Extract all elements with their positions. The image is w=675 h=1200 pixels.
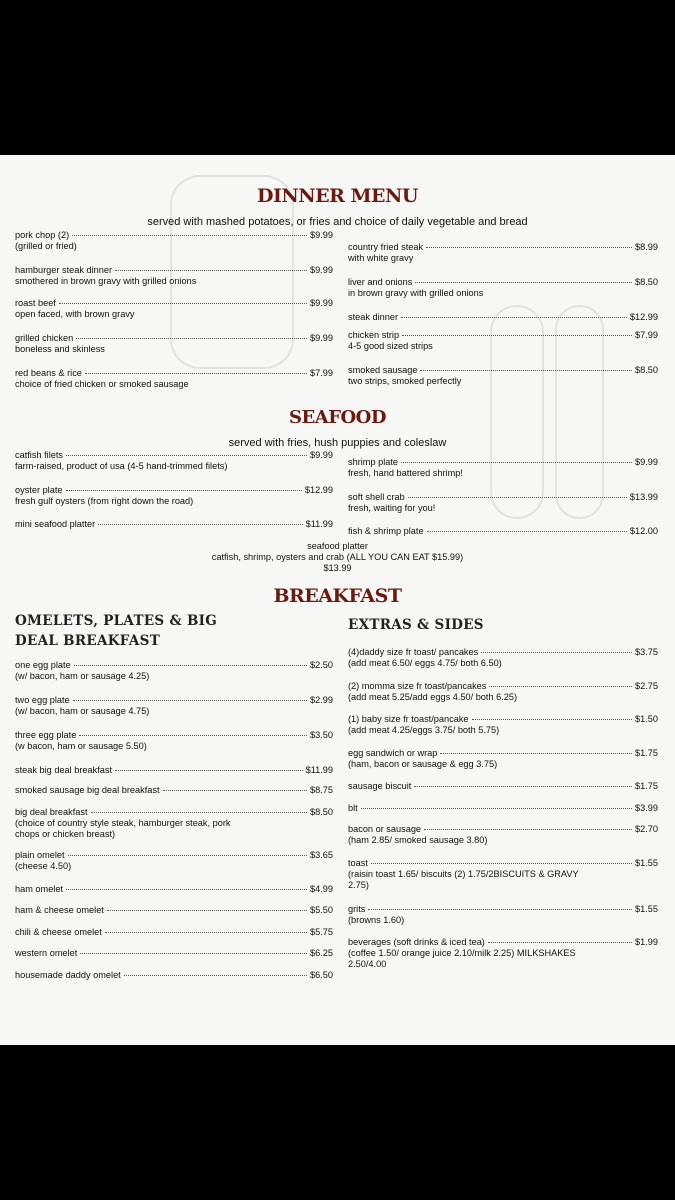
menu-item-name: toast: [348, 858, 368, 868]
menu-item-name: country fried steak: [348, 242, 424, 252]
menu-item-name: plain omelet: [15, 850, 65, 860]
menu-item: [348, 242, 658, 264]
menu-item-line: [15, 765, 333, 776]
dotted-leader: [85, 373, 307, 374]
menu-item-line: [348, 937, 658, 948]
dotted-leader: [420, 370, 632, 371]
dotted-leader: [59, 303, 307, 304]
menu-item-name: big deal breakfast: [15, 807, 88, 817]
menu-item-name: three egg plate: [15, 730, 77, 740]
menu-item-name: red beans & rice: [15, 368, 82, 378]
menu-item: [348, 647, 658, 669]
menu-item-line: [348, 277, 658, 288]
menu-item-line: [15, 807, 333, 818]
menu-item-name: soft shell crab: [348, 492, 405, 502]
menu-item-price: $8.50: [635, 277, 658, 287]
menu-item-name: two egg plate: [15, 695, 70, 705]
menu-item: [15, 807, 333, 840]
menu-item: [15, 450, 333, 472]
dotted-leader: [163, 790, 307, 791]
menu-item-price: $3.99: [635, 803, 658, 813]
seafood-platter-price: $13.99: [323, 563, 352, 573]
menu-item-line: [15, 850, 333, 861]
menu-item-name: smoked sausage big deal breakfast: [15, 785, 160, 795]
menu-item-line: [15, 298, 333, 309]
menu-item-description: fresh, hand battered shrimp!: [348, 468, 463, 478]
menu-item-name: egg sandwich or wrap: [348, 748, 438, 758]
menu-item-name: smoked sausage: [348, 365, 418, 375]
menu-item-description: (add meat 5.25/add eggs 4.50/ both 6.25): [348, 692, 518, 702]
dotted-leader: [368, 909, 632, 910]
menu-item: [348, 277, 658, 299]
seafood-platter: [0, 541, 675, 574]
menu-item-price: $1.99: [635, 937, 658, 947]
menu-item-name: ham omelet: [15, 884, 64, 894]
menu-item-description: (ham, bacon or sausage & egg 3.75): [348, 759, 498, 769]
menu-item-line: [15, 368, 333, 379]
menu-item-name: bacon or sausage: [348, 824, 422, 834]
menu-item-price: $9.99: [310, 450, 333, 460]
menu-item: [348, 858, 658, 891]
menu-item: [15, 695, 333, 717]
dotted-leader: [124, 975, 307, 976]
menu-item-name: sausage biscuit: [348, 781, 412, 791]
menu-item-name: hamburger steak dinner: [15, 265, 113, 275]
menu-item: [15, 785, 333, 796]
menu-item: [348, 748, 658, 770]
menu-item-name: (2) momma size fr toast/pancakes: [348, 681, 487, 691]
menu-item-name: blt: [348, 803, 358, 813]
menu-item-line: [15, 695, 333, 706]
menu-item-description: (raisin toast 1.65/ biscuits (2) 1.75/2BISCUITS & GRAVY: [348, 869, 579, 879]
menu-item-description: (w/ bacon, ham or sausage 4.25): [15, 671, 150, 681]
menu-item-description: two strips, smoked perfectly: [348, 376, 462, 386]
dotted-leader: [98, 524, 302, 525]
menu-item-line: [348, 242, 658, 253]
menu-item-description: with white gravy: [348, 253, 414, 263]
menu-item-description: boneless and skinless: [15, 344, 105, 354]
menu-item-description: (grilled or fried): [15, 241, 77, 251]
menu-item-description: fresh gulf oysters (from right down the road): [15, 496, 194, 506]
dotted-leader: [472, 719, 632, 720]
menu-item-line: [15, 230, 333, 241]
menu-item-description: (ham 2.85/ smoked sausage 3.80): [348, 835, 488, 845]
menu-item-line: [348, 904, 658, 915]
menu-item-name: catfish filets: [15, 450, 63, 460]
dotted-leader: [414, 786, 632, 787]
menu-item-line: [15, 333, 333, 344]
menu-item-name: ham & cheese omelet: [15, 905, 104, 915]
menu-item: [15, 970, 333, 981]
menu-item-name: (4)daddy size fr toast/ pancakes: [348, 647, 479, 657]
menu-item-description: (w bacon, ham or sausage 5.50): [15, 741, 147, 751]
menu-item-line: [348, 330, 658, 341]
menu-item-price: $1.55: [635, 858, 658, 868]
menu-item-line: [348, 312, 658, 323]
menu-item-line: [348, 824, 658, 835]
menu-item: [15, 265, 333, 287]
menu-item-price: $6.50: [310, 970, 333, 980]
menu-item-price: $9.99: [310, 333, 333, 343]
menu-item: [348, 714, 658, 736]
dotted-leader: [424, 829, 632, 830]
menu-item-price: $9.99: [310, 265, 333, 275]
menu-item-price: $5.75: [310, 927, 333, 937]
menu-item-description: fresh, waiting for you!: [348, 503, 436, 513]
menu-item-name: liver and onions: [348, 277, 413, 287]
menu-item-name: oyster plate: [15, 485, 63, 495]
dotted-leader: [107, 910, 307, 911]
menu-item-line: [348, 803, 658, 814]
dotted-leader: [408, 497, 627, 498]
dotted-leader: [74, 665, 307, 666]
menu-item: [348, 457, 658, 479]
menu-item-line: [348, 858, 658, 869]
menu-item: [348, 824, 658, 846]
menu-item: [15, 850, 333, 872]
menu-item: [348, 526, 658, 537]
menu-item-description: (w/ bacon, ham or sausage 4.75): [15, 706, 150, 716]
menu-item: [15, 485, 333, 507]
menu-item-name: pork chop (2): [15, 230, 70, 240]
menu-item-price: $3.75: [635, 647, 658, 657]
menu-item-line: [15, 730, 333, 741]
menu-item-description: (cheese 4.50): [15, 861, 72, 871]
menu-item: [15, 905, 333, 916]
menu-item-price: $11.99: [305, 519, 333, 529]
menu-item: [348, 803, 658, 814]
dotted-leader: [440, 753, 632, 754]
dinner-menu-title: DINNER MENU: [257, 185, 418, 207]
menu-item-price: $4.99: [310, 884, 333, 894]
menu-item-line: [348, 714, 658, 725]
menu-item-name: western omelet: [15, 948, 78, 958]
menu-item-name: (1) baby size fr toast/pancake: [348, 714, 469, 724]
breakfast-title: BREAKFAST: [273, 585, 402, 607]
menu-item-name: steak big deal breakfast: [15, 765, 113, 775]
menu-item: [348, 492, 658, 514]
menu-item-description: (choice of country style steak, hamburger steak, pork: [15, 818, 231, 828]
menu-item-price: $13.99: [629, 492, 658, 502]
menu-item: [348, 781, 658, 792]
menu-item: [348, 937, 658, 970]
menu-item-line: [15, 948, 333, 959]
menu-item: [15, 765, 333, 776]
menu-item-description: farm-raised, product of usa (4-5 hand-trimmed filets): [15, 461, 228, 471]
menu-item: [15, 333, 333, 355]
menu-item-line: [15, 450, 333, 461]
dotted-leader: [401, 317, 627, 318]
extras-heading: EXTRAS & SIDES: [348, 617, 484, 633]
menu-item: [15, 298, 333, 320]
menu-item-line: [15, 519, 333, 530]
menu-item: [15, 730, 333, 752]
omelets-heading-line-1: OMELETS, PLATES & BIG: [15, 613, 218, 629]
dotted-leader: [105, 932, 307, 933]
menu-item-description: chops or chicken breast): [15, 829, 116, 839]
menu-item: [15, 884, 333, 895]
menu-item-price: $2.99: [310, 695, 333, 705]
dotted-leader: [115, 770, 303, 771]
menu-item: [348, 904, 658, 926]
menu-item-price: $1.55: [635, 904, 658, 914]
menu-item-name: one egg plate: [15, 660, 71, 670]
menu-item: [15, 948, 333, 959]
dotted-leader: [76, 338, 307, 339]
menu-item-price: $8.50: [310, 807, 333, 817]
dotted-leader: [361, 808, 632, 809]
dotted-leader: [72, 235, 307, 236]
menu-item-description: in brown gravy with grilled onions: [348, 288, 484, 298]
menu-item: [15, 927, 333, 938]
menu-item-price: $8.75: [310, 785, 333, 795]
menu-item-line: [348, 457, 658, 468]
menu-item-price: $1.75: [635, 748, 658, 758]
omelets-heading-line-2: DEAL BREAKFAST: [15, 633, 161, 649]
menu-item-description: 2.75): [348, 880, 369, 890]
menu-item-price: $11.99: [305, 765, 333, 775]
menu-item-price: $3.50: [310, 730, 333, 740]
menu-item-price: $9.99: [310, 230, 333, 240]
dotted-leader: [68, 855, 307, 856]
menu-item-name: steak dinner: [348, 312, 399, 322]
menu-item-name: chili & cheese omelet: [15, 927, 102, 937]
dotted-leader: [401, 462, 632, 463]
menu-item-description: smothered in brown gravy with grilled onions: [15, 276, 197, 286]
menu-item-description: 2.50/4.00: [348, 959, 387, 969]
menu-item-line: [15, 660, 333, 671]
menu-item-line: [15, 905, 333, 916]
dotted-leader: [115, 270, 307, 271]
menu-item: [348, 330, 658, 352]
menu-item-line: [15, 970, 333, 981]
menu-item-price: $6.25: [310, 948, 333, 958]
menu-item-line: [348, 647, 658, 658]
menu-sheet: [0, 155, 675, 1045]
menu-item-price: $5.50: [310, 905, 333, 915]
seafood-platter-name: seafood platter: [307, 541, 368, 551]
menu-item-name: chicken strip: [348, 330, 400, 340]
dotted-leader: [66, 490, 302, 491]
menu-item-description: open faced, with brown gravy: [15, 309, 135, 319]
menu-item-price: $1.50: [635, 714, 658, 724]
menu-item: [348, 312, 658, 323]
menu-item-price: $12.99: [629, 312, 658, 322]
dotted-leader: [66, 889, 307, 890]
menu-item-price: $2.50: [310, 660, 333, 670]
menu-item-price: $2.70: [635, 824, 658, 834]
menu-item-price: $12.00: [629, 526, 658, 536]
menu-item-line: [348, 748, 658, 759]
menu-item-description: choice of fried chicken or smoked sausage: [15, 379, 189, 389]
menu-item-description: 4-5 good sized strips: [348, 341, 433, 351]
dotted-leader: [402, 335, 632, 336]
menu-item-description: (add meat 4.25/eggs 3.75/ both 5.75): [348, 725, 500, 735]
dotted-leader: [80, 953, 307, 954]
menu-item-line: [15, 884, 333, 895]
dotted-leader: [426, 247, 632, 248]
menu-item-price: $3.65: [310, 850, 333, 860]
dotted-leader: [427, 531, 627, 532]
dinner-menu-subtitle: served with mashed potatoes, or fries and choice of daily vegetable and bread: [147, 216, 528, 228]
menu-item-line: [15, 265, 333, 276]
menu-item-line: [15, 785, 333, 796]
menu-item-line: [348, 681, 658, 692]
menu-item-description: (coffee 1.50/ orange juice 2.10/milk 2.25) MILKSHAKES: [348, 948, 576, 958]
seafood-subtitle: served with fries, hush puppies and coleslaw: [228, 437, 447, 449]
menu-item-line: [15, 485, 333, 496]
menu-item-line: [15, 927, 333, 938]
menu-item-price: $1.75: [635, 781, 658, 791]
menu-item: [348, 681, 658, 703]
menu-item-name: housemade daddy omelet: [15, 970, 121, 980]
menu-item-price: $9.99: [635, 457, 658, 467]
dotted-leader: [481, 652, 632, 653]
dotted-leader: [371, 863, 632, 864]
menu-item-description: (browns 1.60): [348, 915, 405, 925]
menu-item-price: $8.99: [635, 242, 658, 252]
menu-item-line: [348, 781, 658, 792]
dotted-leader: [91, 812, 307, 813]
menu-item-price: $7.99: [635, 330, 658, 340]
menu-item: [15, 368, 333, 390]
menu-item-price: $7.99: [310, 368, 333, 378]
menu-item: [15, 230, 333, 252]
menu-item-name: grilled chicken: [15, 333, 74, 343]
dotted-leader: [488, 942, 632, 943]
dotted-leader: [66, 455, 307, 456]
seafood-platter-desc: catfish, shrimp, oysters and crab (ALL YOU CAN EAT $15.99): [211, 552, 464, 562]
dotted-leader: [73, 700, 307, 701]
menu-item-name: mini seafood platter: [15, 519, 96, 529]
menu-item-line: [348, 526, 658, 537]
menu-item-line: [348, 492, 658, 503]
seafood-title: SEAFOOD: [289, 407, 386, 428]
menu-item-description: (add meat 6.50/ eggs 4.75/ both 6.50): [348, 658, 502, 668]
dotted-leader: [489, 686, 632, 687]
dotted-leader: [415, 282, 632, 283]
menu-item-price: $9.99: [310, 298, 333, 308]
menu-item-name: fish & shrimp plate: [348, 526, 424, 536]
menu-item-price: $12.99: [304, 485, 333, 495]
menu-item: [348, 365, 658, 387]
menu-item-line: [348, 365, 658, 376]
menu-item: [15, 660, 333, 682]
menu-item-name: shrimp plate: [348, 457, 399, 467]
dotted-leader: [79, 735, 307, 736]
menu-item-price: $2.75: [635, 681, 658, 691]
menu-item-name: grits: [348, 904, 366, 914]
menu-item: [15, 519, 333, 530]
menu-item-price: $8.50: [635, 365, 658, 375]
omelets-heading: [15, 613, 217, 649]
menu-item-name: roast beef: [15, 298, 56, 308]
menu-item-name: beverages (soft drinks & iced tea): [348, 937, 485, 947]
